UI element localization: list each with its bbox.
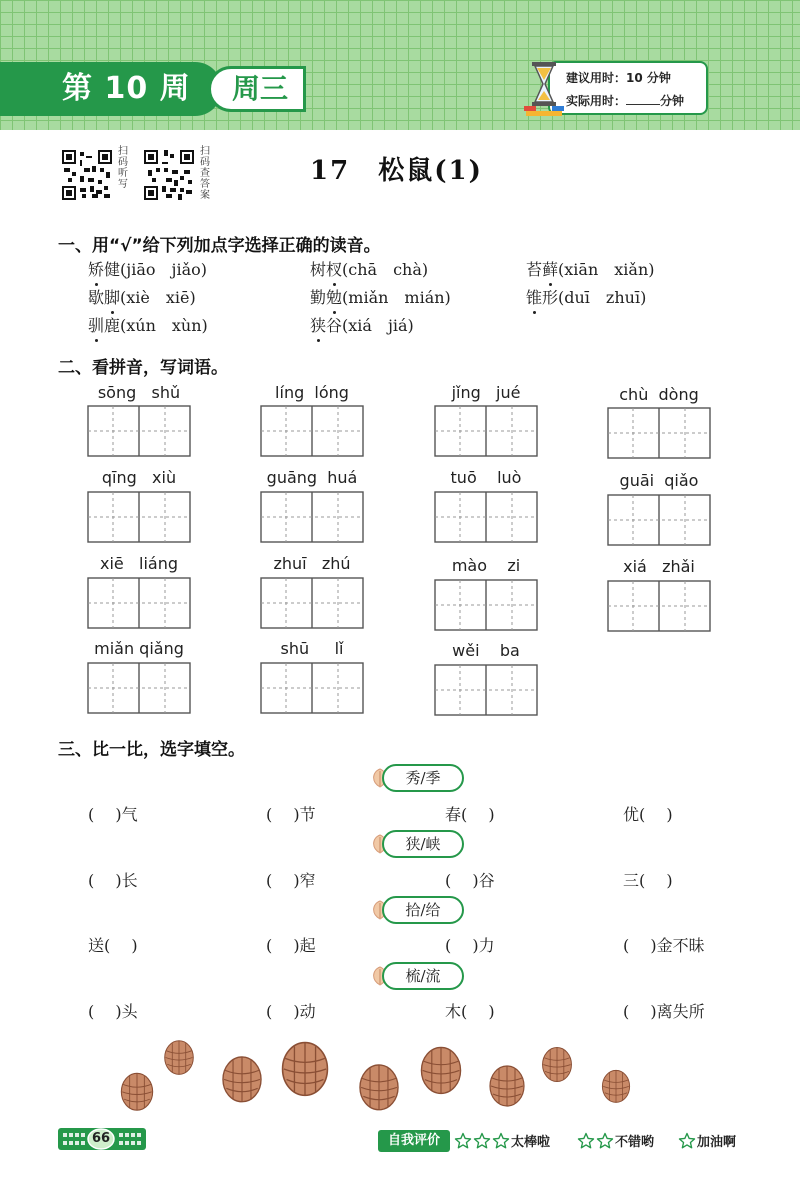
actual-time-row xyxy=(566,92,684,109)
writing-grid[interactable] xyxy=(87,405,191,457)
pron-item: 驯鹿(xún xùn) xyxy=(88,316,208,335)
rating-great[interactable] xyxy=(454,1131,550,1150)
section2-heading: 二、看拼音，写词语。 xyxy=(58,358,228,378)
choice-pill: 拾/给 xyxy=(382,896,464,924)
pinyin-label: xiē liáng xyxy=(99,554,178,573)
actual-time-unit: 分钟 xyxy=(660,94,685,108)
pinecone-icon xyxy=(486,1058,528,1108)
star-icon[interactable] xyxy=(473,1132,491,1150)
pinecone-icon xyxy=(212,1048,272,1104)
writing-box[interactable] xyxy=(434,491,538,543)
actual-time-blank[interactable] xyxy=(626,93,660,105)
rating-keep-going[interactable] xyxy=(678,1131,736,1150)
section3-heading: 三、比一比，选字填空。 xyxy=(58,740,245,760)
writing-grid[interactable] xyxy=(87,662,191,714)
writing-box[interactable] xyxy=(607,407,711,459)
writing-box[interactable] xyxy=(607,494,711,546)
pinecone-icon xyxy=(418,1036,464,1098)
fill-blank-item[interactable]: ( )窄 xyxy=(266,871,316,890)
pron-item: 矫健(jiāo jiǎo) xyxy=(88,260,208,279)
fill-blank-item[interactable]: ( )节 xyxy=(266,805,316,824)
pinyin-label: jǐng jué xyxy=(451,383,521,402)
pinecone-icon xyxy=(540,1040,574,1084)
writing-grid[interactable] xyxy=(607,580,711,632)
qr-code-icon[interactable] xyxy=(144,150,194,200)
choice-pill: 狭/峡 xyxy=(382,830,464,858)
pinecone-icon xyxy=(278,1032,332,1098)
pinyin-label: tuō luò xyxy=(450,468,522,487)
choice-tag xyxy=(368,764,468,794)
fill-blank-item[interactable]: 春( ) xyxy=(445,805,495,824)
writing-grid[interactable] xyxy=(607,407,711,459)
writing-grid[interactable] xyxy=(87,491,191,543)
choice-pill: 秀/季 xyxy=(382,764,464,792)
fill-blank-item[interactable]: ( )力 xyxy=(445,936,495,955)
pinyin-label: wěi ba xyxy=(452,641,520,660)
writing-box[interactable] xyxy=(434,664,538,716)
writing-box[interactable] xyxy=(260,491,364,543)
star-icon[interactable] xyxy=(596,1132,614,1150)
fill-blank-item[interactable]: ( )长 xyxy=(88,871,138,890)
pinyin-label: xiá zhǎi xyxy=(623,557,695,576)
lesson-number: 17 xyxy=(310,156,351,186)
fill-blank-item[interactable]: ( )头 xyxy=(88,1002,138,1021)
fill-blank-item[interactable]: 三( ) xyxy=(623,871,673,890)
pinecone-icon xyxy=(162,1034,196,1076)
page-title xyxy=(310,150,483,187)
writing-grid[interactable] xyxy=(260,662,364,714)
hourglass-icon xyxy=(524,60,564,118)
writing-grid[interactable] xyxy=(434,491,538,543)
writing-box[interactable] xyxy=(87,577,191,629)
choice-tag xyxy=(368,896,468,926)
pinyin-label: guāi qiǎo xyxy=(619,471,699,490)
writing-box[interactable] xyxy=(87,405,191,457)
pinyin-label: miǎn qiǎng xyxy=(94,639,184,658)
fill-blank-item[interactable]: ( )起 xyxy=(266,936,316,955)
choice-tag xyxy=(368,830,468,860)
writing-box[interactable] xyxy=(434,405,538,457)
pinyin-label: zhuī zhú xyxy=(273,554,351,573)
pron-item: 歇脚(xiè xiē) xyxy=(88,288,196,307)
writing-box[interactable] xyxy=(434,579,538,631)
self-eval-label: 自我评价 xyxy=(378,1130,450,1152)
writing-box[interactable] xyxy=(260,577,364,629)
writing-box[interactable] xyxy=(87,491,191,543)
day-label: 周三 xyxy=(232,72,289,105)
fill-blank-item[interactable]: ( )动 xyxy=(266,1002,316,1021)
rating-label: 加油啊 xyxy=(697,1135,737,1150)
star-icon[interactable] xyxy=(678,1132,696,1150)
lesson-title: 松鼠(1) xyxy=(378,156,483,186)
fill-blank-item[interactable]: 送( ) xyxy=(88,936,138,955)
writing-box[interactable] xyxy=(87,662,191,714)
choice-tag xyxy=(368,962,468,992)
pinyin-label: chù dòng xyxy=(619,385,699,404)
pron-item: 苔藓(xiān xiǎn) xyxy=(526,260,655,279)
fill-blank-item[interactable]: ( )金不昧 xyxy=(623,936,705,955)
fill-blank-item[interactable]: ( )谷 xyxy=(445,871,495,890)
writing-grid[interactable] xyxy=(87,577,191,629)
pinyin-label: mào zi xyxy=(451,556,521,575)
writing-grid[interactable] xyxy=(434,664,538,716)
pinyin-label: líng lóng xyxy=(275,383,349,402)
writing-box[interactable] xyxy=(260,405,364,457)
qr-caption-dictation: 扫码听写 xyxy=(118,146,128,190)
pinecone-icon xyxy=(596,1064,636,1104)
rating-label: 太棒啦 xyxy=(511,1135,551,1150)
qr-caption-answers: 扫码查答案 xyxy=(200,146,210,201)
fill-blank-item[interactable]: ( )气 xyxy=(88,805,138,824)
pinecone-icon xyxy=(356,1056,402,1112)
star-icon[interactable] xyxy=(492,1132,510,1150)
writing-grid[interactable] xyxy=(260,577,364,629)
rating-label: 不错哟 xyxy=(615,1135,655,1150)
writing-grid[interactable] xyxy=(607,494,711,546)
actual-time-label: 实际用时： xyxy=(566,94,627,108)
fill-blank-item[interactable]: 优( ) xyxy=(623,805,673,824)
pinyin-label: qīng xiù xyxy=(101,468,177,487)
writing-grid[interactable] xyxy=(434,405,538,457)
choice-pill: 梳/流 xyxy=(382,962,464,990)
writing-grid[interactable] xyxy=(260,491,364,543)
writing-box[interactable] xyxy=(260,662,364,714)
suggest-time-label: 建议用时：10 分钟 xyxy=(566,71,671,85)
pinyin-label: guāng huá xyxy=(266,468,358,487)
pinyin-label: shū lǐ xyxy=(280,639,344,658)
star-icon[interactable] xyxy=(577,1132,595,1150)
fill-blank-item[interactable]: ( )离失所 xyxy=(623,1002,705,1021)
week-label: 第 10 周 xyxy=(62,71,191,106)
section1-heading: 一、用“√”给下列加点字选择正确的读音。 xyxy=(58,236,381,256)
writing-grid[interactable] xyxy=(260,405,364,457)
pron-item: 勤勉(miǎn mián) xyxy=(310,288,451,307)
pinecone-icon xyxy=(118,1066,156,1112)
fill-blank-item[interactable]: 木( ) xyxy=(445,1002,495,1021)
pron-item: 树杈(chā chà) xyxy=(310,260,429,279)
pron-item: 锥形(duī zhuī) xyxy=(526,288,647,307)
rating-good[interactable] xyxy=(577,1131,654,1150)
pron-item: 狭谷(xiá jiá) xyxy=(310,316,414,335)
qr-code-icon[interactable] xyxy=(62,150,112,200)
pinyin-label: sōng shǔ xyxy=(97,383,181,402)
writing-box[interactable] xyxy=(607,580,711,632)
star-icon[interactable] xyxy=(454,1132,472,1150)
page-number: 66 xyxy=(91,1131,111,1146)
writing-grid[interactable] xyxy=(434,579,538,631)
